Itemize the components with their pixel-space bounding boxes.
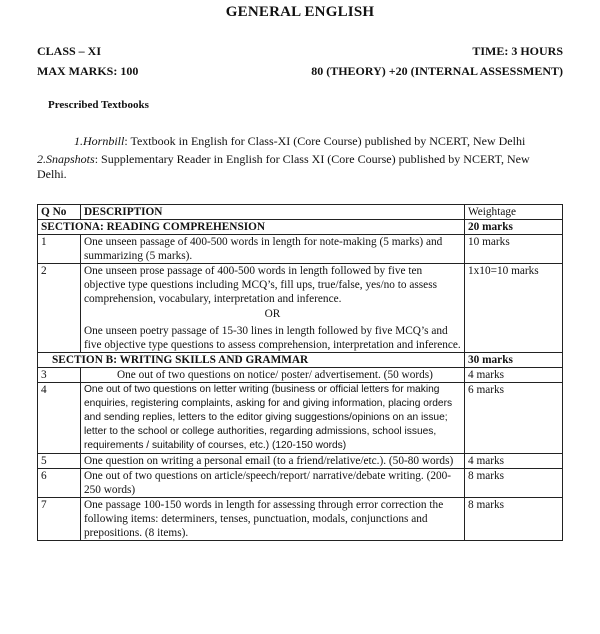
section-a-marks: 20 marks [465,220,563,235]
description-cell: One out of two questions on article/speech/report/ narrative/debate writing. (200-250 words) [81,469,465,498]
section-b-marks: 30 marks [465,353,563,368]
max-marks-label: MAX MARKS: 100 [37,64,139,78]
weightage-cell: 4 marks [465,368,563,383]
section-a-label: SECTIONA: READING COMPREHENSION [38,220,465,235]
table-header-row [38,205,563,220]
section-b-label: SECTION B: WRITING SKILLS AND GRAMMAR [38,353,465,368]
or-separator: OR [264,308,281,320]
header-qno: Q No [38,205,81,220]
textbook-2-desc: : Supplementary Reader in English for Class XI (Core Course) published by NCERT, New Delhi. [37,152,530,181]
weightage-cell: 8 marks [465,469,563,498]
poetry-option: One unseen poetry passage of 15-30 lines in length followed by five MCQ’s and five objective type questions to assess comprehension, interpretation and inference. [84,325,461,351]
page-title: GENERAL ENGLISH [225,4,375,20]
qno-cell: 6 [38,469,81,498]
qno-cell: 3 [38,368,81,383]
textbook-1 [74,134,564,149]
qno-cell: 4 [38,383,81,454]
time-label: TIME: 3 HOURS [472,44,563,58]
textbook-2-title: 2.Snapshots [37,152,95,166]
description-cell: One question on writing a personal email (to a friend/relative/etc.). (50-80 words) [81,454,465,469]
qno-cell: 7 [38,498,81,541]
weightage-cell: 6 marks [465,383,563,454]
textbook-1-desc: : Textbook in English for Class-XI (Core Course) published by NCERT, New Delhi [124,134,526,148]
section-b-row [38,353,563,368]
syllabus-table [37,204,563,541]
class-label: CLASS – XI [37,44,102,58]
table-row [38,454,563,469]
description-cell: One passage 100-150 words in length for assessing through error correction the following items: determiners, tenses, punctuation, modals, conjunctions and prepositions. (8 items). [81,498,465,541]
prose-option: One unseen prose passage of 400-500 words in length followed by five ten objective type questions including MCQ’s, fill ups, true/false, yes/no to assess comprehension, vocabulary, interpretation and inference. [84,265,437,305]
section-a-row [38,220,563,235]
weightage-cell: 8 marks [465,498,563,541]
qno-cell: 2 [38,264,81,353]
table-row [38,264,563,353]
qno-cell: 5 [38,454,81,469]
table-row [38,383,563,454]
weightage-cell: 4 marks [465,454,563,469]
description-cell: One out of two questions on letter writing (business or official letters for making enquiries, registering complaints, asking for and giving information, placing orders and sending replies, letters to the editor giving suggestions/opinions on an issue; letter to the school or college authorities, regarding admissions, school issues, requirements / suitability of courses, etc.) (120-150 words) [81,383,465,454]
table-row [38,235,563,264]
description-cell: One out of two questions on notice/ poster/ advertisement. (50 words) [81,368,465,383]
description-cell [81,264,465,353]
textbook-1-title: 1.Hornbill [74,134,125,148]
qno-cell: 1 [38,235,81,264]
table-row [38,469,563,498]
header-description: DESCRIPTION [81,205,465,220]
weightage-cell: 1x10=10 marks [465,264,563,353]
marks-split-label: 80 (THEORY) +20 (INTERNAL ASSESSMENT) [311,64,563,78]
description-cell: One unseen passage of 400-500 words in length for note-making (5 marks) and summarizing (5 marks). [81,235,465,264]
table-row [38,498,563,541]
prescribed-textbooks-heading: Prescribed Textbooks [48,99,149,111]
textbook-2 [37,152,557,182]
weightage-cell: 10 marks [465,235,563,264]
table-row [38,368,563,383]
header-weightage: Weightage [465,205,563,220]
